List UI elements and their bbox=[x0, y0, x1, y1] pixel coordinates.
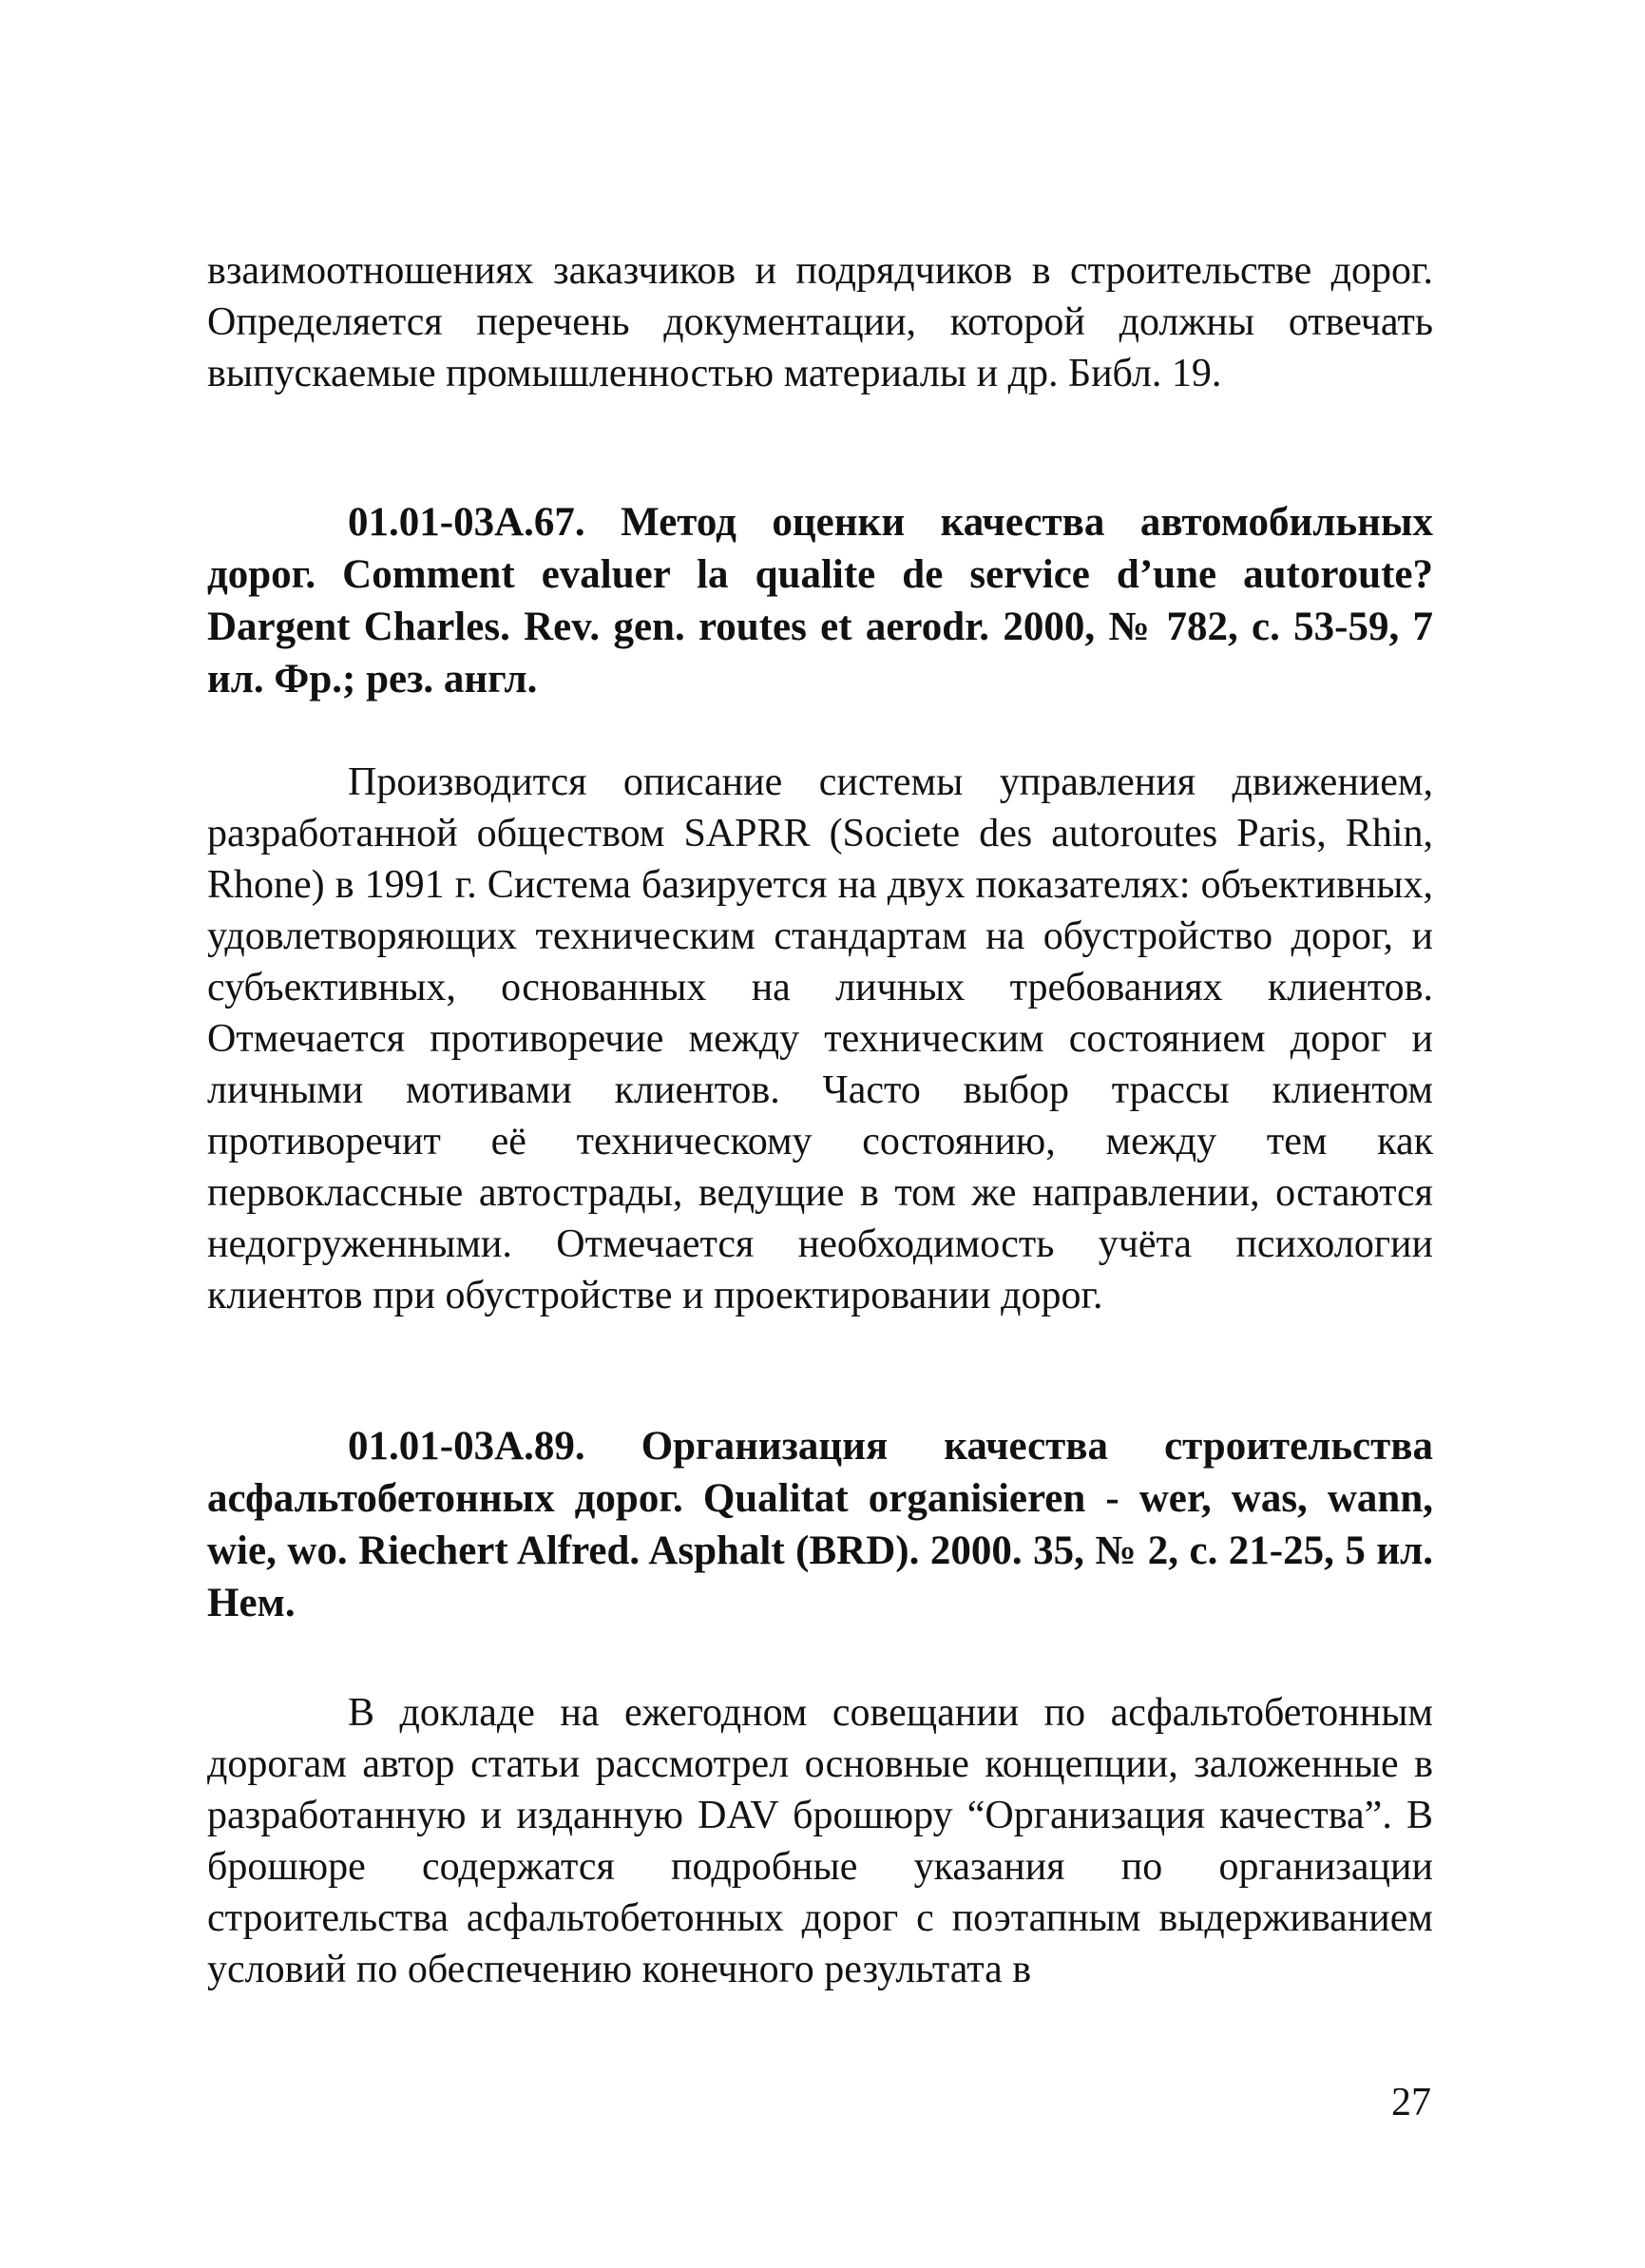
entry-1-abstract-block bbox=[207, 757, 1433, 1321]
intro-block bbox=[207, 245, 1433, 399]
intro-paragraph: взаимоотношениях заказчиков и подрядчиков в строительстве дорог. Определяется перечень документации, которой должны отвечать выпускаемые промышленностью материалы и др. Библ. 19. bbox=[207, 249, 1433, 395]
entry-2-abstract-block bbox=[207, 1687, 1433, 1995]
entry-2-heading-block bbox=[207, 1420, 1433, 1629]
entry-2-abstract: В докладе на ежегодном совещании по асфальтобетонным дорогам автор статьи рассмотрел основные концепции, заложенные в разработанную и изданную DAV брошюру “Организация качества”. В брошюре содержатся подробные указания по организации строительства асфальтобетонных дорог с поэтапным выдерживанием условий по обеспечению конечного результата в bbox=[207, 1691, 1433, 1991]
page-number: 27 bbox=[1391, 2081, 1431, 2124]
entry-2-heading: 01.01-03А.89. Организация качества строительства асфальтобетонных дорог. Qualitat organisieren - wer, was, wann, wie, wo. Riechert Alfred. Asphalt (BRD). 2000. 35, № 2, с. 21-25, 5 ил. Нем. bbox=[207, 1424, 1433, 1625]
entry-1-heading-block bbox=[207, 496, 1433, 705]
entry-1-abstract: Производится описание системы управления движением, разработанной обществом SAPRR (Societe des autoroutes Paris, Rhin, Rhone) в 1991 г. Система базируется на двух показателях: объективных, удовлетворяющих техническим стандартам на обустройство дорог, и субъективных, основанных на личных требованиях клиентов. Отмечается противоречие между техническим состоянием дорог и личными мотивами клиентов. Часто выбор трассы клиентом противоречит её техническому состоянию, между тем как первоклассные автострады, ведущие в том же направлении, остаются недогруженными. Отмечается необходимость учёта психологии клиентов при обустройстве и проектировании дорог. bbox=[207, 760, 1433, 1317]
entry-1-heading: 01.01-03А.67. Метод оценки качества автомобильных дорог. Comment evaluer la qualite de service d’une autoroute? Dargent Charles. Rev. gen. routes et aerodr. 2000, № 782, с. 53-59, 7 ил. Фр.; рез. англ. bbox=[207, 500, 1433, 702]
